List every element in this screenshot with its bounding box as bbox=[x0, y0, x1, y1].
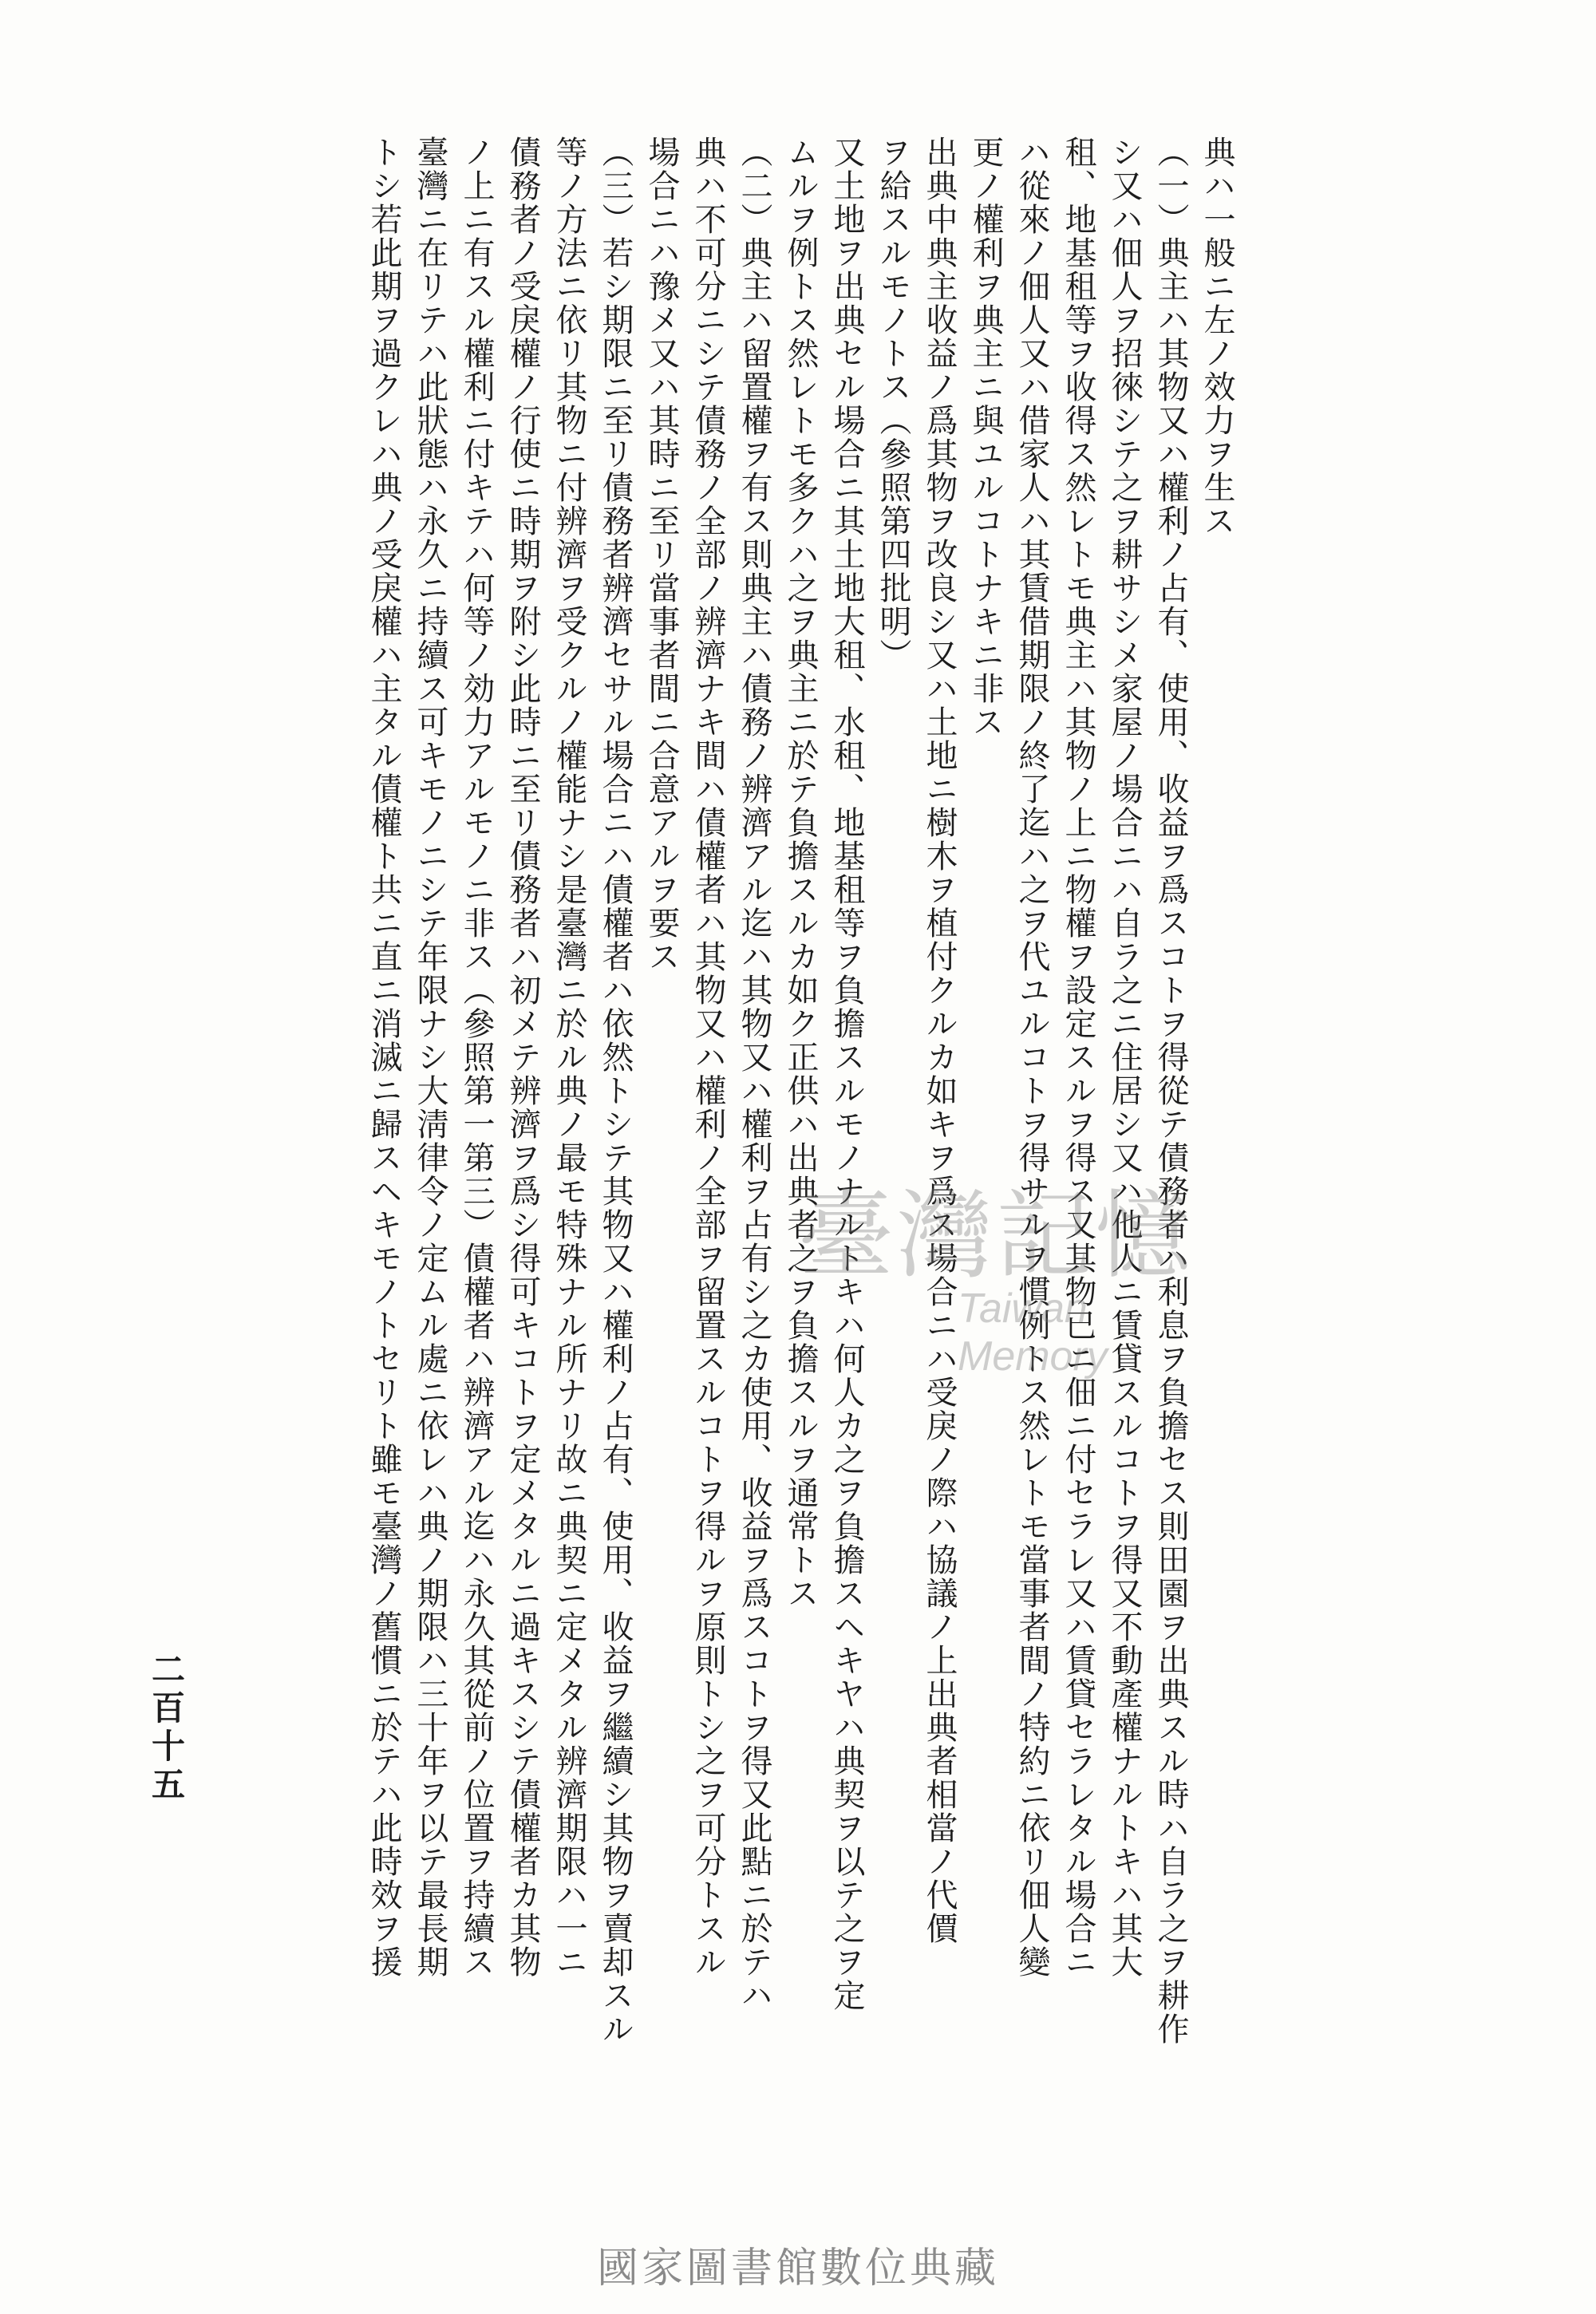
text-column: 又土地ヲ出典セル場合ニ其土地大租、水租、地基租等ヲ負擔スルモノナルトキハ何人カ之ヲ負擔スヘキヤハ典契ヲ以テ之ヲ定 bbox=[828, 136, 865, 2012]
text-column: ムルヲ例トス然レトモ多クハ之ヲ典主ニ於テ負擔スルカ如ク正供ハ出典者之ヲ負擔スルヲ通常トス bbox=[782, 136, 819, 1610]
library-footer: 國家圖書館數位典藏 bbox=[596, 2245, 999, 2292]
text-column: 租、地基租等ヲ收得ス然レトモ典主ハ其物ノ上ニ物權ヲ設定スルヲ得ス又其物已ニ佃ニ付セラレ又ハ賃貸セラレタル場合ニ bbox=[1060, 136, 1096, 1979]
text-column: 場合ニハ豫メ又ハ其時ニ至リ當事者間ニ合意アルヲ要ス bbox=[643, 136, 680, 973]
text-column: トシ若此期ヲ過クレハ典ノ受戾權ハ主タル債權ト共ニ直ニ消滅ニ歸スヘキモノトセリト雖モ臺灣ノ舊慣ニ於テハ此時效ヲ援 bbox=[365, 136, 402, 1979]
text-column: 出典中典主收益ノ爲其物ヲ改良シ又ハ土地ニ樹木ヲ植付クルカ如キヲ爲ス場合ニハ受戾ノ際ハ協議ノ上出典者相當ノ代價 bbox=[921, 136, 958, 1945]
text-column: 典ハ一般ニ左ノ效力ヲ生ス bbox=[1199, 136, 1235, 538]
vertical-text-block bbox=[364, 136, 1237, 2130]
text-column: 更ノ權利ヲ典主ニ與ユルコトナキニ非ス bbox=[967, 136, 1004, 739]
text-column: ヲ給スルモノトス（參照第四批明） bbox=[875, 136, 911, 672]
page-number: 二百十五 bbox=[147, 1652, 186, 1805]
text-column: 等ノ方法ニ依リ其物ニ付辨濟ヲ受クルノ權能ナシ是臺灣ニ於ル典ノ最モ特殊ナル所ナリ故ニ典契ニ定メタル辨濟期限ハ一ニ bbox=[551, 136, 587, 1979]
text-column: ハ從來ノ佃人又ハ借家人ハ其賃借期限ノ終了迄ハ之ヲ代ユルコトヲ得サルヲ慣例トス然レトモ當事者間ノ特約ニ依リ佃人變 bbox=[1013, 136, 1050, 1979]
text-column: 典ハ不可分ニシテ債務ノ全部ノ辨濟ナキ間ハ債權者ハ其物又ハ權利ノ全部ヲ留置スルコトヲ得ルヲ原則トシ之ヲ可分トスル bbox=[689, 136, 726, 1979]
text-column: （二）典主ハ留置權ヲ有ス則典主ハ債務ノ辨濟アル迄ハ其物又ハ權利ヲ占有シ之カ使用、收益ヲ爲スコトヲ得又此點ニ於テハ bbox=[736, 136, 772, 2012]
text-column: （三）若シ期限ニ至リ債務者辨濟セサル場合ニハ債權者ハ依然トシテ其物又ハ權利ノ占有、使用、收益ヲ繼續シ其物ヲ賣却スル bbox=[597, 136, 634, 2046]
text-column: （一）典主ハ其物又ハ權利ノ占有、使用、收益ヲ爲スコトヲ得從テ債務者ハ利息ヲ負擔セス則田園ヲ出典スル時ハ自ラ之ヲ耕作 bbox=[1152, 136, 1189, 2046]
watermark-english: Taiwan Memory bbox=[958, 1285, 1108, 1380]
text-column: ノ上ニ有スル權利ニ付キテハ何等ノ効力アルモノニ非ス（參照第一第三）債權者ハ辨濟アル迄ハ永久其從前ノ位置ヲ持續ス bbox=[458, 136, 495, 1979]
watermark-chinese: 臺灣記憶 bbox=[798, 1181, 1194, 1292]
text-column: 債務者ノ受戾權ノ行使ニ時期ヲ附シ此時ニ至リ債務者ハ初メテ辨濟ヲ爲シ得可キコトヲ定メタルニ過キスシテ債權者カ其物 bbox=[504, 136, 541, 1979]
text-column: 臺灣ニ在リテハ此狀態ハ永久ニ持續ス可キモノニシテ年限ナシ大淸律令ノ定ムル處ニ依レハ典ノ期限ハ三十年ヲ以テ最長期 bbox=[412, 136, 448, 1979]
text-column: シ又ハ佃人ヲ招徠シテ之ヲ耕サシメ家屋ノ場合ニハ自ラ之ニ住居シ又ハ他人ニ賃貸スルコトヲ得又不動產權ナルトキハ其大 bbox=[1106, 136, 1143, 1979]
